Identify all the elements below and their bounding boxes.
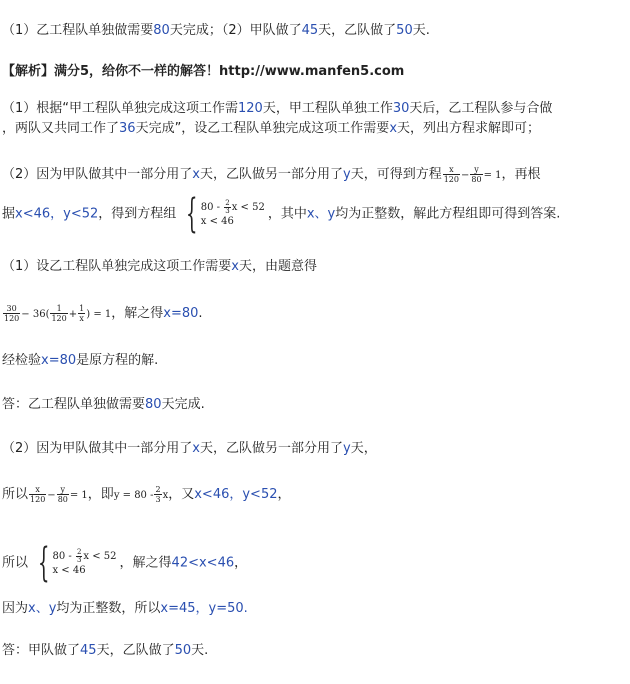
variable: y — [343, 441, 351, 456]
number: 30 — [392, 101, 410, 116]
text: 天，乙队做另一部分用了 — [199, 167, 343, 182]
text: 天，由题意得 — [238, 259, 317, 274]
analysis-2-line-1 — [2, 165, 541, 185]
equation-system — [179, 191, 265, 237]
answer-text: 天，乙队做了 — [318, 23, 397, 38]
text: ，又 — [168, 487, 195, 502]
variable: x — [231, 259, 239, 274]
text: 天后，乙工程队参与合做 — [409, 101, 553, 116]
solution-2-line-2 — [2, 485, 291, 505]
text: 经检验 — [2, 353, 42, 368]
denominator: 80 — [57, 495, 68, 504]
operator: − — [461, 170, 470, 181]
text: . — [198, 306, 203, 321]
equation-part: ) = 1 — [86, 309, 112, 320]
text: 因为 — [2, 601, 29, 616]
result: x=45，y=50. — [160, 601, 248, 616]
text: 是原方程的解. — [76, 353, 159, 368]
row-text: 80 - — [52, 550, 72, 562]
text: 天，甲工程队单独工作 — [262, 101, 393, 116]
analysis-2-line-2 — [2, 191, 561, 237]
text: ，解之得 — [119, 555, 172, 571]
answer-number: 80 — [153, 23, 170, 38]
solution-1-line-1 — [2, 258, 317, 276]
fraction — [76, 549, 82, 564]
variable: y — [343, 167, 351, 182]
denominator: 3 — [76, 555, 82, 564]
text: ，再根 — [501, 167, 541, 182]
analysis-1-line-1 — [2, 100, 552, 118]
row-text: x < 52 — [231, 201, 265, 213]
condition: x<46，y<52 — [194, 487, 278, 502]
denominator: 120 — [51, 314, 67, 323]
result: 42<x<46 — [171, 555, 235, 571]
equation-part: y = 80 - — [113, 490, 154, 501]
denominator: 120 — [30, 495, 46, 504]
operator: + — [68, 309, 78, 320]
answer-line — [2, 22, 430, 40]
system-row — [52, 549, 116, 564]
text: 所以 — [2, 487, 29, 502]
variable: x、y — [306, 206, 336, 222]
solution-2-line-1 — [2, 440, 377, 458]
text: 据 — [2, 206, 16, 222]
text: 天，可得到方程 — [350, 167, 442, 182]
number: 50 — [174, 643, 192, 658]
variable: x、y — [28, 601, 57, 616]
variable: x — [192, 167, 200, 182]
equation-part: − 36( — [21, 309, 50, 320]
text: （1）根据“甲工程队单独完成这项工作需 — [2, 101, 239, 116]
brace: { — [186, 191, 198, 237]
result: x=80 — [41, 353, 77, 368]
text: 天，乙队做了 — [96, 643, 175, 658]
fraction — [224, 200, 230, 215]
answer-text: 天完成；（2）甲队做了 — [169, 23, 302, 38]
answer-text: 天. — [412, 23, 430, 38]
fraction — [50, 304, 67, 323]
denominator: x — [79, 314, 84, 323]
equation-rhs: = 1 — [69, 490, 88, 501]
number: 45 — [80, 643, 97, 658]
solution-1-check — [2, 352, 158, 370]
answer-text: （1）乙工程队单独做需要 — [2, 23, 154, 38]
fraction — [443, 165, 460, 184]
text: ，解之得 — [111, 306, 164, 321]
numerator: 2 — [76, 547, 82, 556]
fraction — [78, 304, 85, 323]
number: 36 — [119, 121, 136, 136]
denominator: 3 — [155, 495, 161, 504]
text: （2）因为甲队做其中一部分用了 — [2, 441, 193, 456]
text: 天. — [191, 643, 209, 658]
text: ，其中 — [267, 206, 307, 222]
system-row: x < 46 — [52, 564, 86, 576]
fraction — [3, 304, 20, 323]
fraction — [470, 165, 482, 184]
solution-1-answer — [2, 396, 205, 414]
condition: x<46，y<52 — [15, 206, 99, 222]
result: x=80 — [163, 306, 199, 321]
variable: x — [389, 121, 398, 136]
text: 均为正整数，解此方程组即可得到答案. — [335, 206, 561, 222]
text: ， — [234, 555, 248, 571]
text: ，两队又共同工作了 — [2, 121, 120, 136]
numerator: 2 — [155, 485, 161, 494]
numerator: y — [57, 485, 69, 495]
text: （2）因为甲队做其中一部分用了 — [2, 167, 193, 182]
text: 天完成”，设乙工程队单独完成这项工作需要 — [135, 121, 390, 136]
solution-2-answer — [2, 642, 208, 660]
number: 80 — [145, 397, 162, 412]
denominator: 120 — [443, 175, 459, 184]
fraction — [29, 485, 46, 504]
brace: { — [38, 540, 50, 586]
solution-2-line-4 — [2, 600, 248, 618]
text: 所以 — [2, 555, 29, 571]
text: 天， — [350, 441, 377, 456]
solution-2-line-3 — [2, 540, 248, 586]
text: ，得到方程组 — [98, 206, 177, 222]
row-text: 80 - — [200, 201, 221, 213]
numerator: 1 — [79, 304, 85, 313]
fraction — [57, 485, 69, 504]
text: 天完成. — [161, 397, 205, 412]
number: 120 — [238, 101, 263, 116]
equation-rhs: = 1 — [483, 170, 502, 181]
analysis-1-line-2 — [2, 120, 540, 138]
numerator: 1 — [50, 304, 67, 314]
text: 答：乙工程队单独做需要 — [2, 397, 146, 412]
solution-1-equation — [2, 304, 203, 324]
equation-system — [31, 540, 117, 586]
text: 天，乙队做另一部分用了 — [199, 441, 343, 456]
numerator: 2 — [225, 198, 230, 207]
denominator: 3 — [225, 206, 230, 215]
answer-number: 45 — [301, 23, 319, 38]
denominator: 120 — [4, 314, 20, 323]
variable: x — [162, 490, 169, 501]
system-row — [201, 200, 265, 215]
system-row: x < 46 — [200, 215, 234, 227]
answer-number: 50 — [396, 23, 413, 38]
text: 均为正整数，所以 — [56, 601, 161, 616]
variable: x — [192, 441, 200, 456]
text: ，即 — [87, 487, 114, 502]
row-text: x < 52 — [83, 550, 117, 562]
numerator: y — [470, 165, 482, 175]
text: 天，列出方程求解即可； — [397, 121, 541, 136]
analysis-header: 【解析】满分5，给你不一样的解答！http://www.manfen5.com — [2, 64, 405, 79]
numerator: x — [443, 165, 460, 175]
text: 答：甲队做了 — [2, 643, 81, 658]
fraction — [154, 485, 161, 504]
numerator: x — [29, 485, 46, 495]
denominator: 80 — [471, 175, 482, 184]
text: ， — [277, 487, 291, 502]
operator: − — [47, 490, 56, 501]
numerator: 30 — [3, 304, 20, 314]
text: （1）设乙工程队单独完成这项工作需要 — [2, 259, 232, 274]
